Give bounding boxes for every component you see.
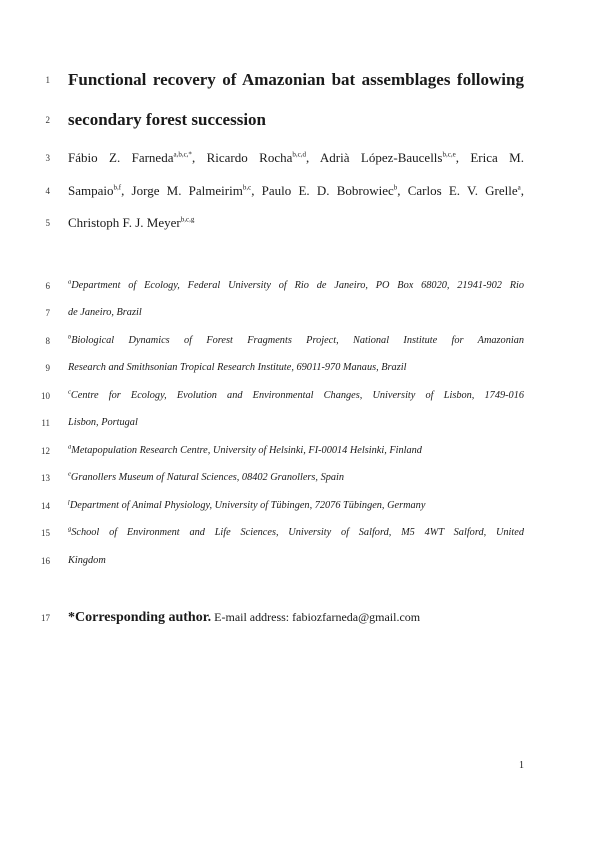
affiliation-d	[68, 445, 524, 456]
line-number: 16	[41, 556, 50, 566]
affiliation-text: School of Environment and Life Sciences, University of Salford, M5 4WT Salford, United	[71, 527, 524, 538]
affiliation-c-continued: Lisbon, Portugal	[68, 417, 138, 428]
line-5	[0, 215, 595, 235]
author-affiliation-mark: a	[517, 183, 521, 192]
line-10	[0, 388, 595, 408]
author-affiliation-mark: b,f	[113, 183, 122, 192]
author-affiliation-mark: b,c,e	[442, 150, 456, 159]
author-name: Adrià López-Baucells	[319, 150, 443, 165]
line-number: 12	[41, 446, 50, 456]
line-number: 14	[41, 501, 50, 511]
affiliation-mark: a	[68, 280, 72, 286]
line-15	[0, 525, 595, 545]
line-13	[0, 470, 595, 490]
affiliation-mark: g	[68, 527, 72, 533]
line-number: 5	[45, 218, 50, 228]
author-name: Jorge M. Palmeirim	[131, 183, 243, 198]
affiliation-b	[68, 335, 524, 346]
corresponding-author-label: *Corresponding author.	[68, 610, 212, 625]
line-2	[0, 112, 595, 132]
line-number: 11	[41, 418, 50, 428]
line-number: 8	[45, 336, 50, 346]
affiliation-a	[68, 280, 524, 291]
line-14	[0, 498, 595, 518]
author-affiliation-mark: b,c	[242, 183, 252, 192]
line-9	[0, 360, 595, 380]
line-number: 17	[41, 613, 50, 623]
page-number: 1	[519, 760, 524, 771]
line-1	[0, 72, 595, 92]
affiliation-text: Biological Dynamics of Forest Fragments Project, National Institute for Amazonian	[71, 335, 524, 346]
author-name: Christoph F. J. Meyer	[68, 215, 181, 230]
affiliation-text: Centre for Ecology, Evolution and Environmental Changes, University of Lisbon, 1749-016	[70, 390, 524, 401]
author-name: Ricardo Rocha	[206, 150, 293, 165]
email-label: E-mail address:	[214, 610, 290, 624]
author-name: Sampaio	[68, 183, 114, 198]
affiliation-mark: b	[68, 335, 72, 341]
affiliation-a-continued: de Janeiro, Brazil	[68, 307, 142, 318]
affiliation-c	[68, 390, 524, 401]
affiliation-mark: f	[68, 500, 70, 506]
affiliation-text: Metapopulation Research Centre, University of Helsinki, FI-00014 Helsinki, Finland	[71, 445, 422, 456]
line-4	[0, 183, 595, 203]
line-12	[0, 443, 595, 463]
line-number: 13	[41, 473, 50, 483]
line-6	[0, 278, 595, 298]
paper-title-line-2: secondary forest succession	[68, 110, 266, 129]
affiliation-g	[68, 527, 524, 538]
line-3	[0, 150, 595, 170]
line-number: 3	[45, 153, 50, 163]
affiliation-e	[68, 472, 524, 483]
author-name: Paulo E. D. Bobrowiec	[261, 183, 394, 198]
author-affiliation-mark: b,c,g	[180, 215, 195, 224]
line-number: 1	[45, 75, 50, 85]
line-number: 7	[45, 308, 50, 318]
author-name: Carlos E. V. Grelle	[407, 183, 518, 198]
line-number: 15	[41, 528, 50, 538]
affiliation-text: Department of Ecology, Federal University of Rio de Janeiro, PO Box 68020, 21941-902 Rio	[71, 280, 524, 291]
affiliation-mark: d	[68, 445, 72, 451]
author-list-line-2: Sampaio$^{b,f}$, Jorge M. Palmeirim$^{b,c}$, Paulo E. D. Bobrowiec$^b$, Carlos E. V. Grelle$^a$,	[68, 183, 524, 198]
author-list-line-3	[68, 215, 524, 231]
author-affiliation-mark: b	[393, 183, 398, 192]
line-number: 10	[41, 391, 50, 401]
affiliation-text: Granollers Museum of Natural Sciences, 08402 Granollers, Spain	[70, 472, 345, 483]
line-7	[0, 305, 595, 325]
affiliation-g-continued: Kingdom	[68, 555, 106, 566]
affiliation-text: Department of Animal Physiology, University of Tübingen, 72076 Tübingen, Germany	[69, 500, 426, 511]
line-number: 2	[45, 115, 50, 125]
line-number: 6	[45, 281, 50, 291]
affiliation-b-continued: Research and Smithsonian Tropical Research Institute, 69011-970 Manaus, Brazil	[68, 362, 407, 373]
author-name: Fábio Z. Farneda	[68, 150, 174, 165]
author-name: Erica M.	[470, 150, 524, 165]
author-affiliation-mark: a,b,c,*	[173, 150, 192, 159]
line-number: 4	[45, 186, 50, 196]
author-list-line-1: Fábio Z. Farneda$^{a,b,c,*}$, Ricardo Rocha$^{b,c,d}$, Adrià López-Baucells$^{b,c,e}$, Erica M.	[68, 150, 524, 165]
line-number: 9	[45, 363, 50, 373]
line-17	[0, 610, 595, 630]
author-affiliation-mark: b,c,d	[292, 150, 306, 159]
corresponding-author	[68, 610, 524, 626]
affiliation-mark: e	[68, 472, 71, 478]
line-8	[0, 333, 595, 353]
line-16	[0, 553, 595, 573]
paper-title-line-1: Functional recovery of Amazonian bat assemblages following	[68, 70, 524, 89]
line-11	[0, 415, 595, 435]
affiliation-f	[68, 500, 524, 511]
affiliation-mark: c	[68, 390, 71, 396]
email-address: fabiozfarneda@gmail.com	[292, 610, 421, 624]
